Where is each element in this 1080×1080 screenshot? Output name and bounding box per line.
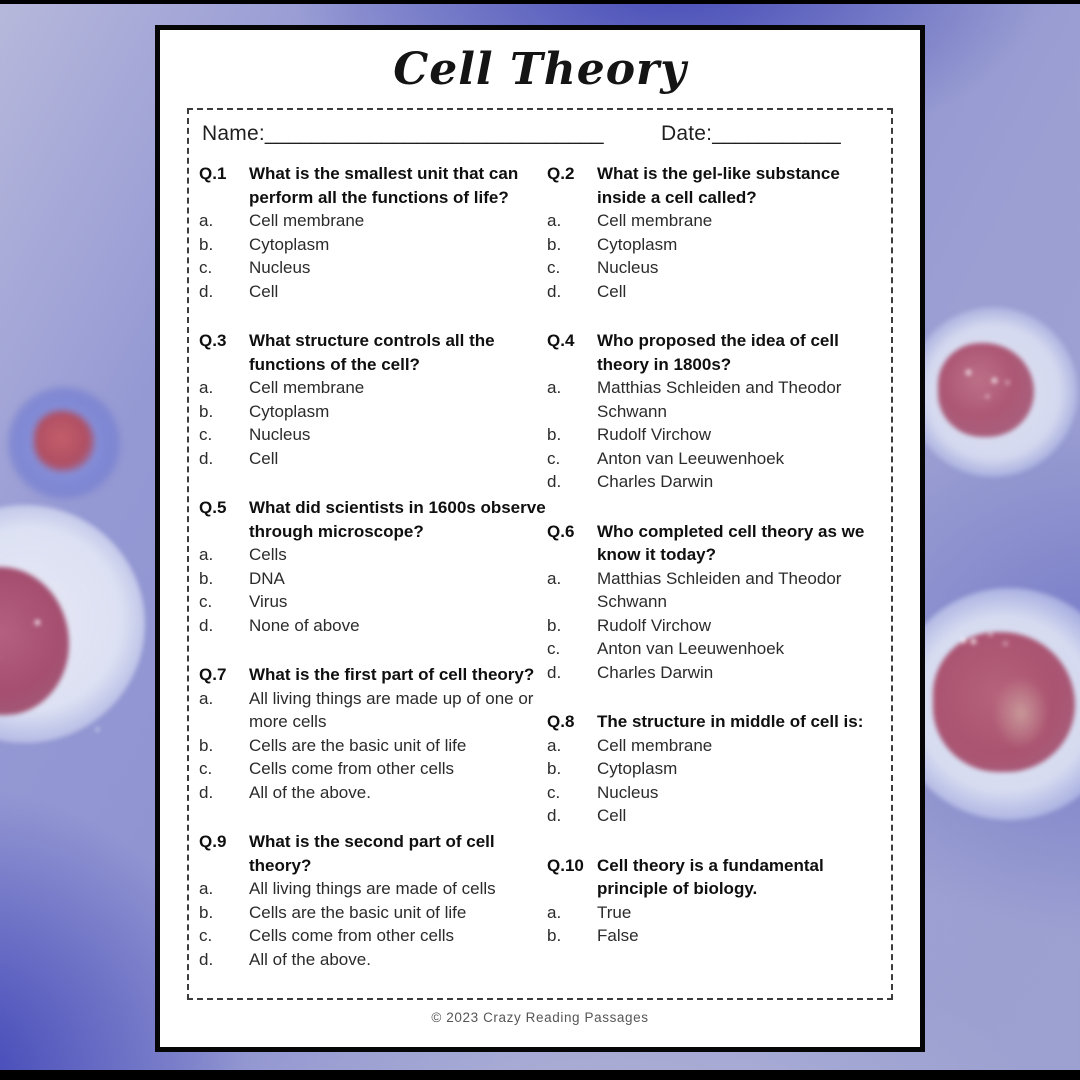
option-letter: b. <box>547 615 562 635</box>
option-text: Charles Darwin <box>597 662 714 682</box>
option-letter: d. <box>199 949 214 969</box>
option-text: All of the above. <box>249 949 371 969</box>
option-text: Anton van Leeuwenhoek <box>597 448 785 468</box>
question-number: Q.6 <box>547 521 575 541</box>
question-number: Q.1 <box>199 164 227 183</box>
option-letter: a. <box>199 879 214 898</box>
option-letter: c. <box>199 258 213 277</box>
question-number: Q.3 <box>199 331 227 350</box>
option-letter: c. <box>199 425 213 444</box>
option-letter: d. <box>199 615 214 635</box>
option-text: Cells are the basic unit of life <box>249 735 467 755</box>
option-letter: b. <box>199 401 214 421</box>
top-border-strip <box>0 0 1080 4</box>
option-letter: c. <box>199 759 213 778</box>
option-text: All of the above. <box>249 782 371 802</box>
option-text: Nucleus <box>249 258 311 277</box>
option-letter: a. <box>547 568 562 588</box>
option-letter: b. <box>199 902 214 922</box>
option-letter: d. <box>199 782 214 802</box>
option-letter: a. <box>199 688 214 708</box>
question-block <box>199 162 547 303</box>
option-text: True <box>597 902 632 922</box>
option-letter: a. <box>199 378 214 397</box>
question-text: Cell theory is a fundamental principle of biology. <box>597 855 824 898</box>
option-text: Cell <box>597 281 627 301</box>
question-text: The structure in middle of cell is: <box>597 712 864 731</box>
option-text: Cell <box>249 448 279 468</box>
option-letter: b. <box>547 926 562 945</box>
cell-illustration-right-upper <box>908 307 1078 477</box>
bottom-border-strip <box>0 1070 1080 1080</box>
option-text: Nucleus <box>249 425 311 444</box>
option-letter: a. <box>199 211 214 230</box>
question-text: What is the gel-like substance inside a cell called? <box>597 164 840 207</box>
option-text: Cell <box>597 806 627 825</box>
question-number: Q.4 <box>547 331 575 350</box>
option-letter: c. <box>547 639 561 658</box>
option-text: Cytoplasm <box>597 234 678 254</box>
page-title: Cell Theory <box>393 44 687 95</box>
question-block <box>199 663 547 804</box>
question-number: Q.2 <box>547 164 575 183</box>
name-label: Name: <box>202 122 265 145</box>
question-block <box>547 854 877 948</box>
option-text: Cells are the basic unit of life <box>249 902 467 922</box>
copyright-text: © 2023 Crazy Reading Passages <box>431 1010 649 1025</box>
question-text: What is the smallest unit that can perform all the functions of life? <box>249 164 519 207</box>
option-text: Cell membrane <box>249 378 365 397</box>
option-text: Cytoplasm <box>249 234 330 254</box>
option-letter: d. <box>547 806 562 825</box>
cell-nucleus <box>938 343 1034 437</box>
option-text: Matthias Schleiden and Theodor Schwann <box>597 568 842 611</box>
option-letter: a. <box>547 211 562 230</box>
option-text: Virus <box>249 592 288 611</box>
option-letter: b. <box>199 234 214 254</box>
question-text: What structure controls all the functions of the cell? <box>249 331 495 374</box>
option-text: Matthias Schleiden and Theodor Schwann <box>597 378 842 421</box>
cell-nucleus <box>34 411 94 471</box>
option-letter: b. <box>547 759 562 778</box>
option-letter: a. <box>199 545 214 564</box>
option-letter: a. <box>547 735 562 755</box>
option-text: Cytoplasm <box>249 401 330 421</box>
question-block <box>547 520 877 685</box>
questions-area <box>199 162 877 997</box>
option-letter: c. <box>547 782 561 802</box>
option-text: Cell membrane <box>597 211 713 230</box>
cell-highlight-specks <box>35 620 40 625</box>
option-letter: d. <box>547 281 562 301</box>
cell-illustration-left-lower <box>0 505 145 743</box>
question-block <box>199 329 547 470</box>
option-letter: a. <box>547 902 562 922</box>
option-letter: d. <box>199 448 214 468</box>
option-letter: d. <box>199 281 214 301</box>
option-text: Rudolf Virchow <box>597 425 712 444</box>
date-blank-line: ___________ <box>712 122 841 145</box>
option-text: None of above <box>249 615 360 635</box>
option-letter: c. <box>199 592 213 611</box>
option-text: Cells <box>249 545 287 564</box>
cell-nucleus <box>0 567 69 715</box>
date-label: Date: <box>661 122 713 145</box>
option-letter: c. <box>547 258 561 277</box>
question-block <box>199 830 547 971</box>
option-text: False <box>597 926 639 945</box>
name-date-row <box>199 122 877 146</box>
question-block <box>199 496 547 637</box>
date-field <box>661 122 877 146</box>
option-text: Rudolf Virchow <box>597 615 712 635</box>
name-blank-line: _____________________________ <box>264 122 604 145</box>
question-block <box>547 710 877 828</box>
question-text: Who proposed the idea of cell theory in 1800s? <box>597 331 839 374</box>
question-text: What is the second part of cell theory? <box>249 832 495 875</box>
cell-highlight-specks <box>961 638 966 643</box>
option-text: Anton van Leeuwenhoek <box>597 639 785 658</box>
option-text: Charles Darwin <box>597 472 714 491</box>
option-text: Nucleus <box>597 782 659 802</box>
question-number: Q.8 <box>547 712 575 731</box>
option-text: Cell <box>249 281 279 301</box>
question-number: Q.5 <box>199 498 227 517</box>
questions-column-left <box>199 162 547 997</box>
option-text: All living things are made up of one or more cells <box>249 688 534 731</box>
option-letter: b. <box>547 425 562 444</box>
option-letter: c. <box>547 448 561 468</box>
question-block <box>547 329 877 494</box>
option-text: Cells come from other cells <box>249 926 455 945</box>
question-number: Q.10 <box>547 855 584 875</box>
option-letter: d. <box>547 472 562 491</box>
option-letter: d. <box>547 662 562 682</box>
option-text: Nucleus <box>597 258 659 277</box>
question-block <box>547 162 877 303</box>
option-text: Cell membrane <box>249 211 365 230</box>
question-text: What did scientists in 1600s observe through microscope? <box>249 498 546 541</box>
name-field <box>202 122 661 146</box>
option-letter: c. <box>199 926 213 945</box>
worksheet-dashed-box <box>187 108 893 1000</box>
option-text: Cytoplasm <box>597 759 678 778</box>
option-text: Cells come from other cells <box>249 759 455 778</box>
cell-illustration-left-upper <box>8 387 120 499</box>
option-letter: b. <box>547 234 562 254</box>
worksheet-page <box>155 25 925 1052</box>
option-letter: a. <box>547 378 562 397</box>
question-number: Q.7 <box>199 665 227 684</box>
question-text: Who completed cell theory as we know it today? <box>597 521 865 564</box>
cell-highlight-specks <box>966 370 971 375</box>
question-text: What is the first part of cell theory? <box>249 665 535 684</box>
cell-nucleus <box>933 632 1075 772</box>
option-letter: b. <box>199 735 214 755</box>
questions-column-right <box>547 162 877 997</box>
option-text: Cell membrane <box>597 735 713 755</box>
option-letter: b. <box>199 568 214 588</box>
option-text: All living things are made of cells <box>249 879 496 898</box>
option-text: DNA <box>249 568 285 588</box>
question-number: Q.9 <box>199 832 227 851</box>
